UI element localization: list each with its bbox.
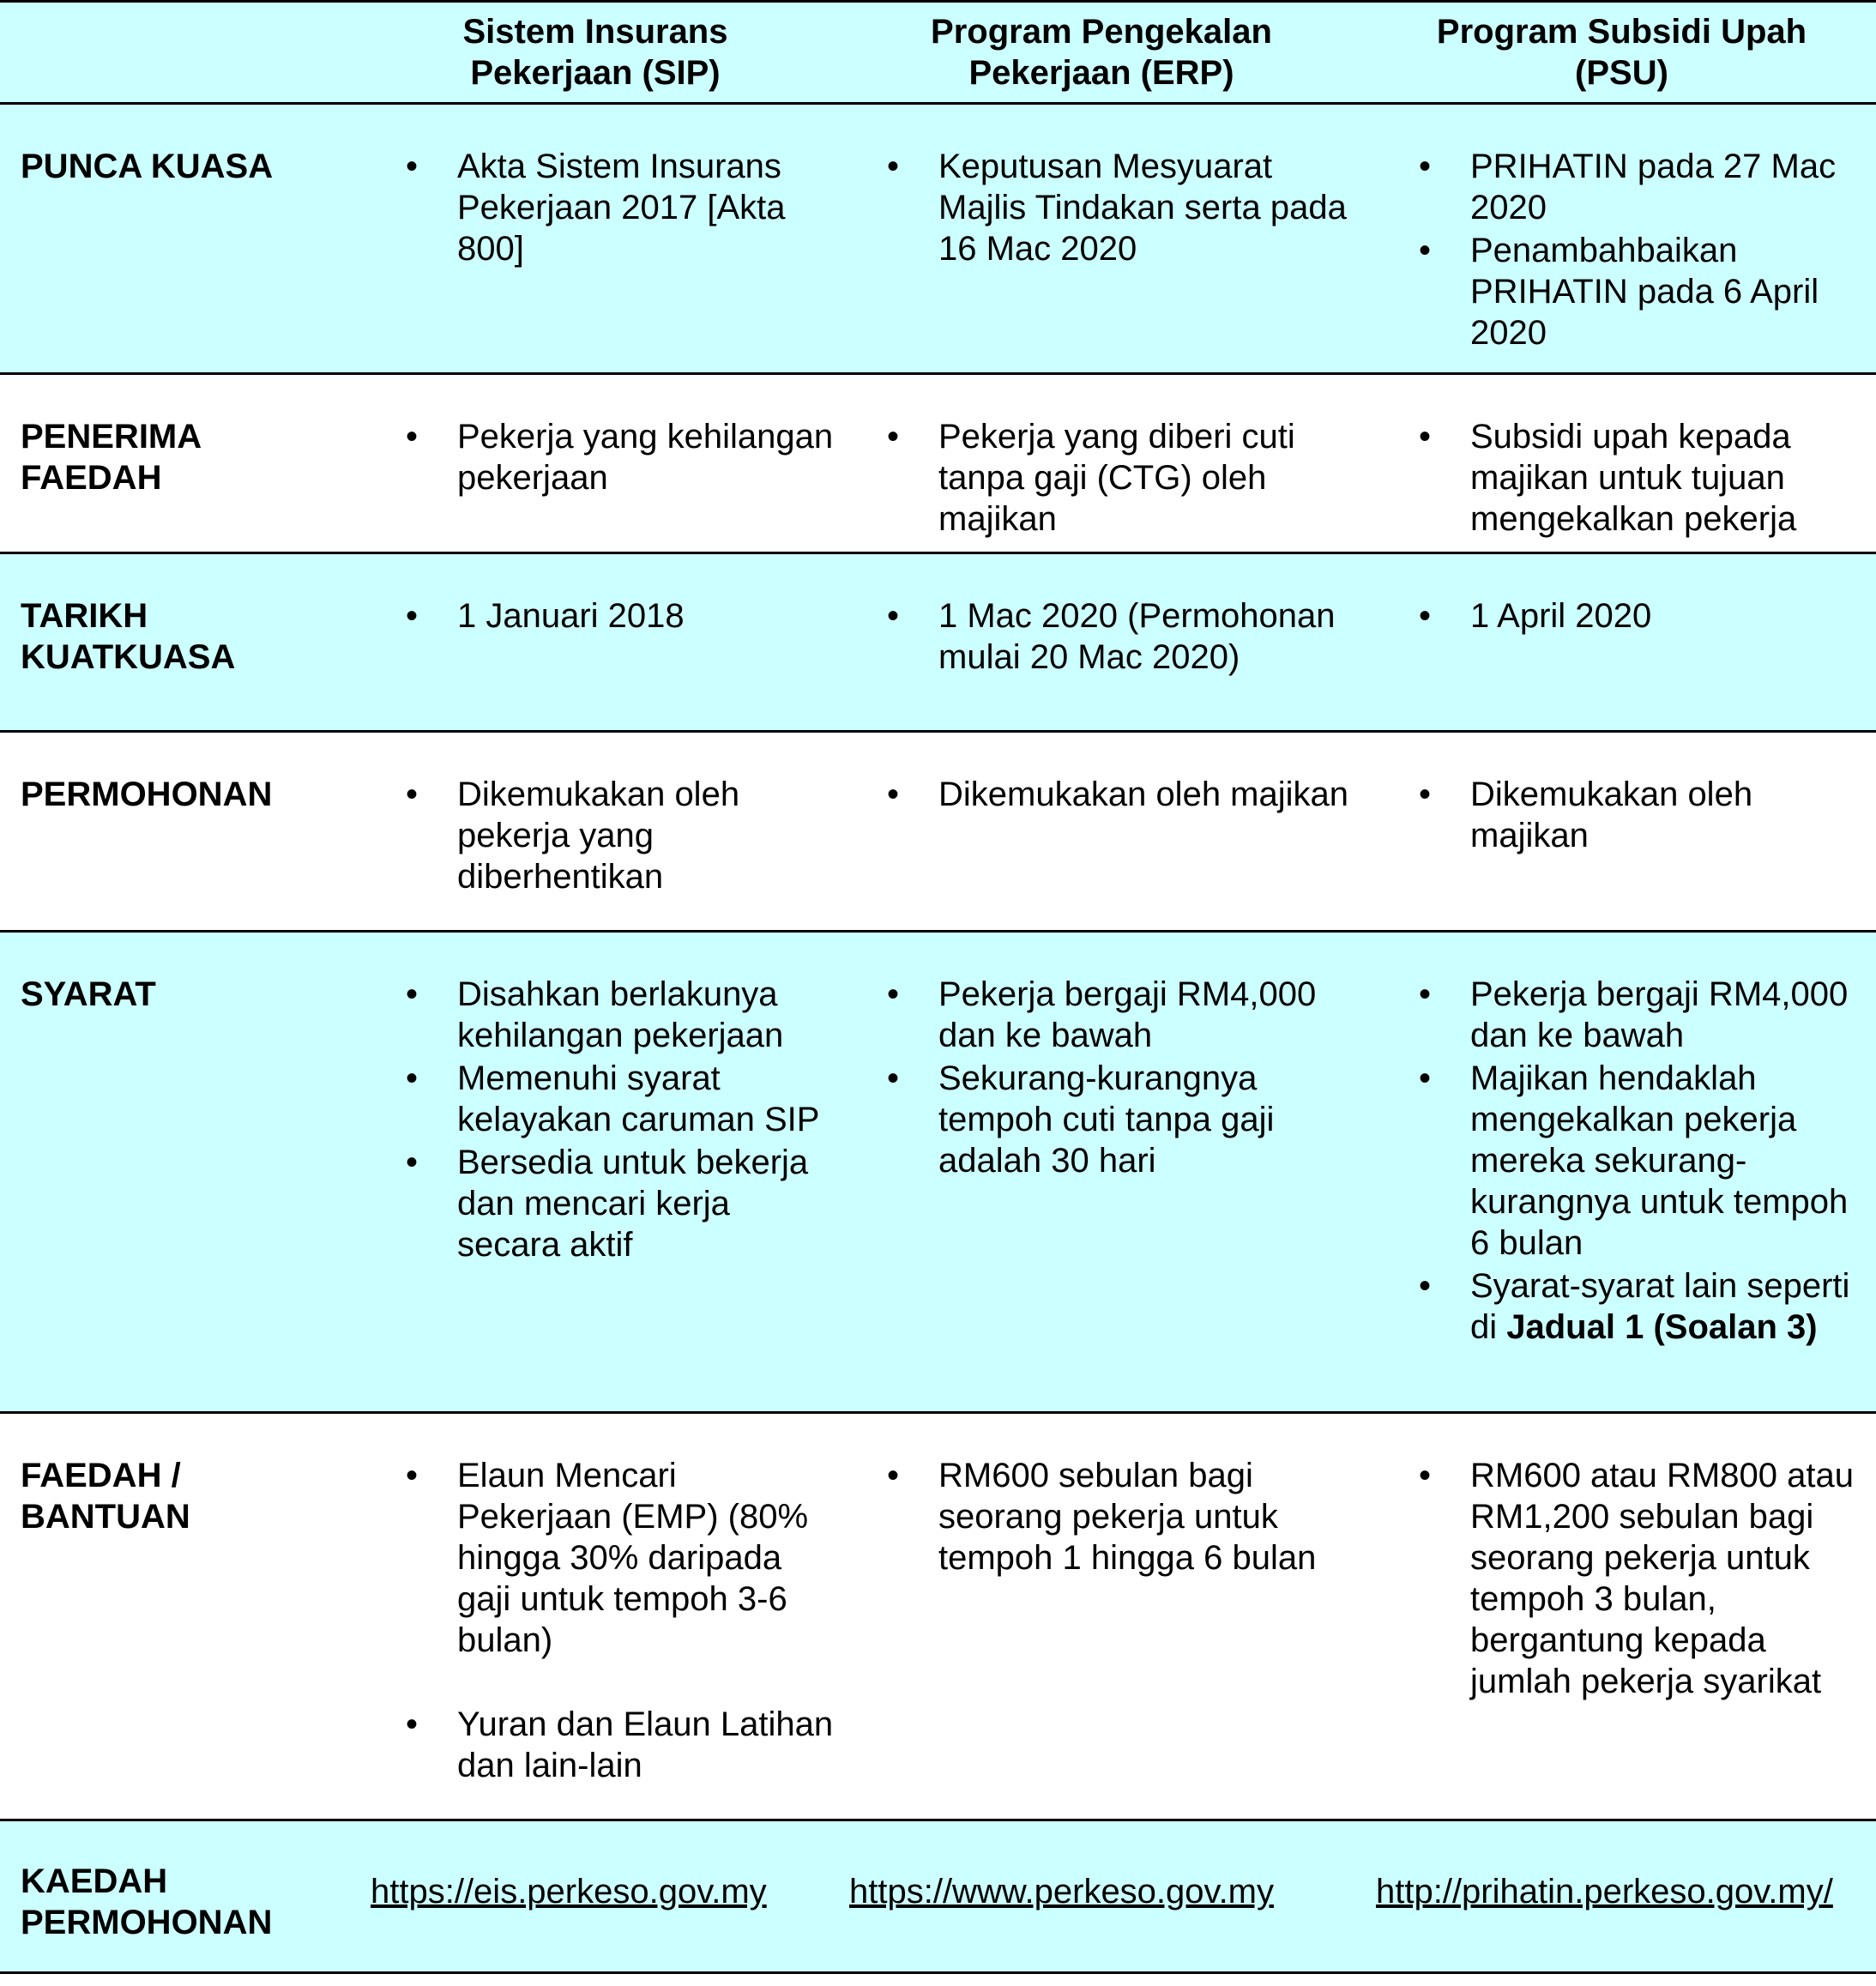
list-item: • RM600 sebulan bagi seorang pekerja untuk tempoh 1 hingga 6 bulan — [887, 1455, 1367, 1579]
list-item: • Dikemukakan oleh pekerja yang diberhentikan — [406, 774, 835, 897]
cell-kaedah-permohonan-sip — [355, 1820, 835, 1973]
row-label-punca-kuasa: PUNCA KUASA — [0, 104, 355, 374]
row-penerima-faedah — [0, 374, 1876, 553]
list-item: • 1 Mac 2020 (Permohonan mulai 20 Mac 2020) — [887, 595, 1367, 678]
cell-permohonan-psu — [1367, 732, 1876, 932]
list-item: • Elaun Mencari Pekerjaan (EMP) (80% hingga 30% daripada gaji untuk tempoh 3-6 bulan) — [406, 1455, 835, 1661]
list-item: • 1 Januari 2018 — [406, 595, 835, 637]
header-empty — [0, 2, 355, 104]
list-item: • Pekerja yang kehilangan pekerjaan — [406, 416, 835, 498]
row-punca-kuasa — [0, 104, 1876, 374]
list-item: • Keputusan Mesyuarat Majlis Tindakan serta pada 16 Mac 2020 — [887, 146, 1367, 269]
cell-punca-kuasa-sip — [355, 104, 835, 374]
list-item: • Dikemukakan oleh majikan — [887, 774, 1367, 815]
row-permohonan — [0, 732, 1876, 932]
list-item: • Akta Sistem Insurans Pekerjaan 2017 [Akta 800] — [406, 146, 835, 269]
header-erp: Program Pengekalan Pekerjaan (ERP) — [835, 2, 1367, 104]
list-item: • 1 April 2020 — [1419, 595, 1876, 637]
list-item: • Memenuhi syarat kelayakan caruman SIP — [406, 1058, 835, 1140]
link-psu[interactable]: http://prihatin.perkeso.gov.my/ — [1376, 1873, 1833, 1911]
list-item: • Dikemukakan oleh majikan — [1419, 774, 1876, 856]
header-sip: Sistem Insurans Pekerjaan (SIP) — [355, 2, 835, 104]
row-label-permohonan: PERMOHONAN — [0, 732, 355, 932]
cell-penerima-faedah-sip — [355, 374, 835, 553]
link-sip[interactable]: https://eis.perkeso.gov.my — [371, 1873, 767, 1911]
cell-punca-kuasa-erp — [835, 104, 1367, 374]
cell-tarikh-kuatkuasa-erp — [835, 553, 1367, 732]
reference-jadual: Jadual 1 (Soalan 3) — [1506, 1308, 1818, 1346]
list-item: • PRIHATIN pada 27 Mac 2020 — [1419, 146, 1876, 228]
row-label-tarikh-kuatkuasa: TARIKH KUATKUASA — [0, 553, 355, 732]
list-item: • RM600 atau RM800 atau RM1,200 sebulan bagi seorang pekerja untuk tempoh 3 bulan, bergantung kepada jumlah pekerja syarikat — [1419, 1455, 1876, 1702]
row-label-faedah-bantuan: FAEDAH / BANTUAN — [0, 1413, 355, 1820]
list-item: • Subsidi upah kepada majikan untuk tujuan mengekalkan pekerja — [1419, 416, 1876, 540]
list-item: • Yuran dan Elaun Latihan dan lain-lain — [406, 1704, 835, 1786]
cell-tarikh-kuatkuasa-psu — [1367, 553, 1876, 732]
cell-faedah-bantuan-erp — [835, 1413, 1367, 1820]
list-item: • Disahkan berlakunya kehilangan pekerjaan — [406, 974, 835, 1056]
row-label-penerima-faedah: PENERIMA FAEDAH — [0, 374, 355, 553]
cell-permohonan-sip — [355, 732, 835, 932]
list-item: • Majikan hendaklah mengekalkan pekerja mereka sekurang-kurangnya untuk tempoh 6 bulan — [1419, 1058, 1876, 1264]
cell-punca-kuasa-psu — [1367, 104, 1876, 374]
list-item: • Pekerja bergaji RM4,000 dan ke bawah — [1419, 974, 1876, 1056]
cell-penerima-faedah-psu — [1367, 374, 1876, 553]
cell-penerima-faedah-erp — [835, 374, 1367, 553]
list-item: • Penambahbaikan PRIHATIN pada 6 April 2020 — [1419, 230, 1876, 353]
cell-permohonan-erp — [835, 732, 1367, 932]
cell-syarat-erp — [835, 932, 1367, 1413]
cell-tarikh-kuatkuasa-sip — [355, 553, 835, 732]
cell-faedah-bantuan-sip — [355, 1413, 835, 1820]
list-item — [1419, 1265, 1876, 1348]
row-label-kaedah-permohonan: KAEDAH PERMOHONAN — [0, 1820, 355, 1973]
cell-syarat-psu — [1367, 932, 1876, 1413]
header-psu: Program Subsidi Upah (PSU) — [1367, 2, 1876, 104]
list-item: • Pekerja bergaji RM4,000 dan ke bawah — [887, 974, 1367, 1056]
list-item: • Sekurang-kurangnya tempoh cuti tanpa gaji adalah 30 hari — [887, 1058, 1367, 1181]
cell-faedah-bantuan-psu — [1367, 1413, 1876, 1820]
row-syarat — [0, 932, 1876, 1413]
list-item-text: Syarat-syarat lain seperti di — [1470, 1267, 1850, 1346]
cell-kaedah-permohonan-psu — [1367, 1820, 1876, 1973]
list-item: • Pekerja yang diberi cuti tanpa gaji (CTG) oleh majikan — [887, 416, 1367, 540]
row-kaedah-permohonan — [0, 1820, 1876, 1973]
header-row — [0, 2, 1876, 104]
cell-syarat-sip — [355, 932, 835, 1413]
row-label-syarat: SYARAT — [0, 932, 355, 1413]
row-tarikh-kuatkuasa — [0, 553, 1876, 732]
cell-kaedah-permohonan-erp — [835, 1820, 1367, 1973]
link-erp[interactable]: https://www.perkeso.gov.my — [849, 1873, 1274, 1911]
row-faedah-bantuan — [0, 1413, 1876, 1820]
list-item: • Bersedia untuk bekerja dan mencari kerja secara aktif — [406, 1142, 835, 1265]
